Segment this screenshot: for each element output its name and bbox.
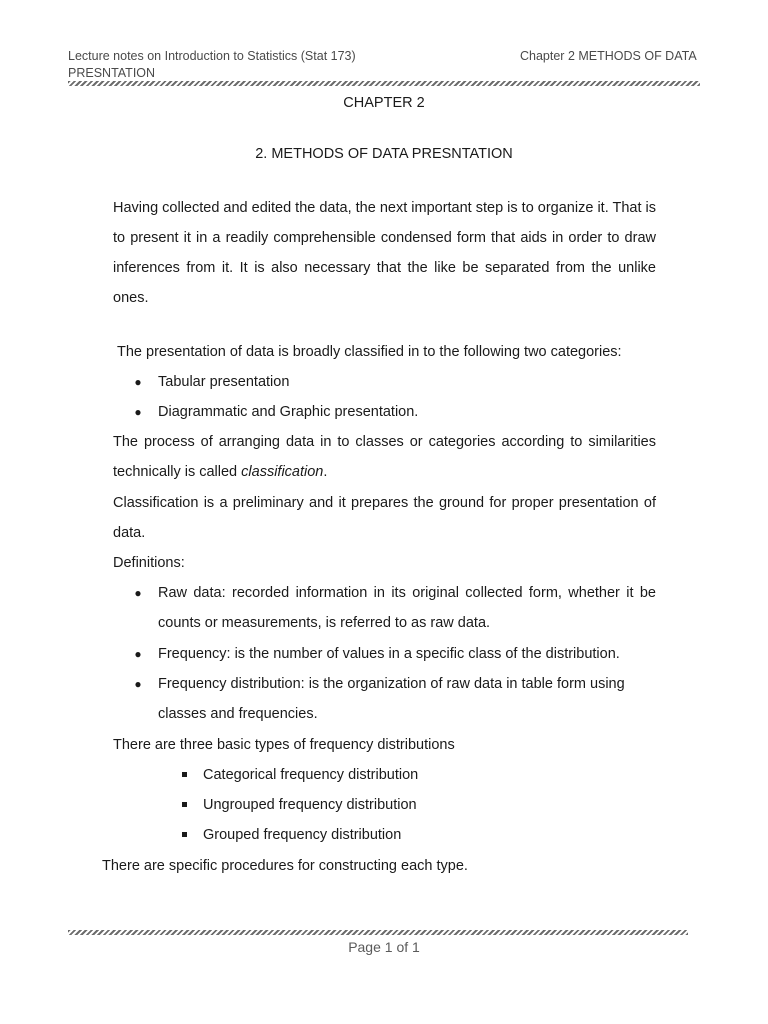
- footer-divider: [68, 930, 688, 935]
- header-chapter: Chapter 2 METHODS OF DATA: [520, 49, 697, 63]
- header-divider: [68, 81, 700, 86]
- category-item: Tabular presentation: [158, 374, 290, 390]
- bullet-icon: ●: [134, 586, 142, 600]
- type-item: Ungrouped frequency distribution: [203, 797, 417, 813]
- bullet-icon: ●: [134, 647, 142, 661]
- intro-paragraph: Having collected and edited the data, the next important step is to organize it. That is to present it in a readily comprehensible condensed form that aids in order to draw inferences from it. It is also necessary that the like be separated from the unlike ones.: [113, 200, 656, 306]
- classification-term: classification: [241, 464, 324, 480]
- bullet-icon: ●: [134, 677, 142, 691]
- definition-item: Raw data: recorded information in its original collected form, whether it be counts or measurements, is referred to as raw data.: [158, 585, 656, 631]
- definition-item: Frequency: is the number of values in a specific class of the distribution.: [158, 646, 620, 662]
- classification-end: .: [323, 464, 328, 480]
- type-item: Grouped frequency distribution: [203, 827, 402, 843]
- chapter-title: CHAPTER 2: [343, 95, 425, 111]
- definitions-label: Definitions:: [113, 555, 185, 571]
- closing-sentence: There are specific procedures for constructing each type.: [102, 858, 468, 874]
- types-intro: There are three basic types of frequency distributions: [113, 737, 455, 753]
- bullet-icon: ●: [134, 375, 142, 389]
- type-item: Categorical frequency distribution: [203, 767, 419, 783]
- category-item: Diagrammatic and Graphic presentation.: [158, 404, 419, 420]
- classification-text: The process of arranging data in to classes or categories according to similarities technically is called: [113, 434, 656, 480]
- categories-intro: The presentation of data is broadly classified in to the following two categories:: [117, 344, 622, 360]
- header-course-title: [68, 48, 398, 82]
- classification-note: Classification is a preliminary and it prepares the ground for proper presentation of data.: [113, 495, 656, 541]
- page-number: Page 1 of 1: [348, 939, 420, 955]
- square-bullet-icon: [182, 802, 187, 807]
- bullet-icon: ●: [134, 405, 142, 419]
- definition-item: Frequency distribution: is the organization of raw data in table form using classes and frequencies.: [158, 676, 625, 722]
- square-bullet-icon: [182, 832, 187, 837]
- header-course-line2: PRESNTATION: [68, 66, 156, 80]
- section-title: 2. METHODS OF DATA PRESNTATION: [255, 146, 513, 162]
- classification-paragraph: [113, 427, 656, 487]
- square-bullet-icon: [182, 772, 187, 777]
- header-course-line1: Lecture notes on Introduction to Statistics (Stat 173): [68, 49, 356, 63]
